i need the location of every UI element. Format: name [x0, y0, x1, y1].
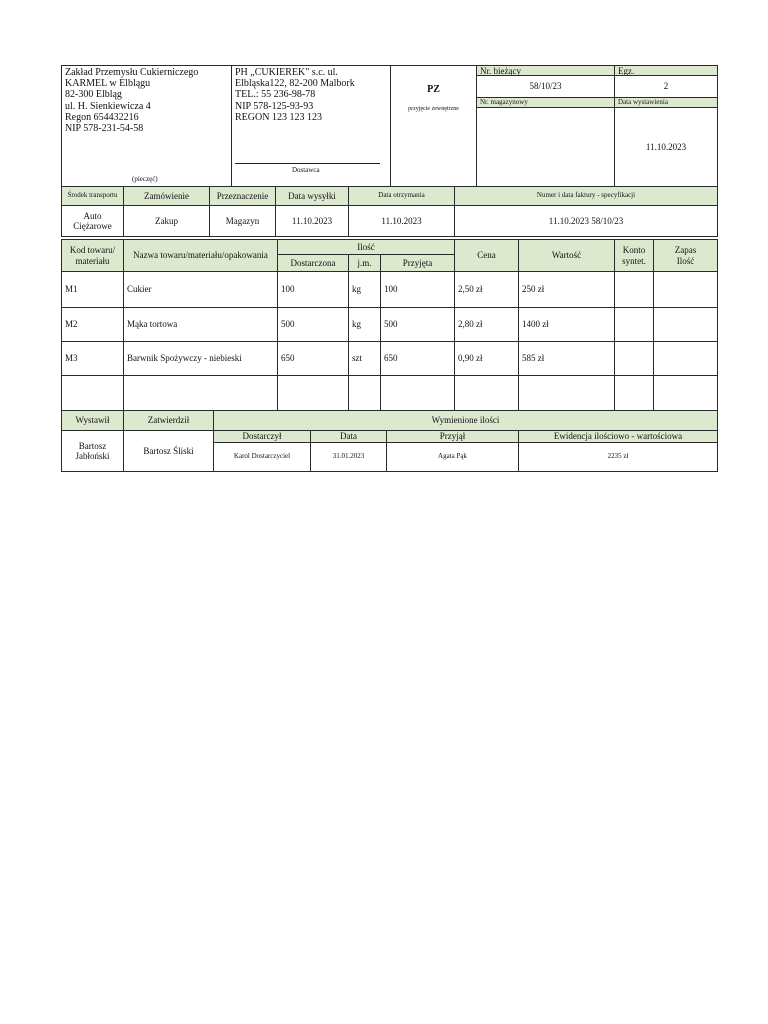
- item-code: M3: [61, 341, 124, 376]
- mentioned-label: Wymienione ilości: [213, 410, 718, 431]
- received-by-label: Przyjął: [386, 430, 519, 443]
- item-code: M2: [61, 307, 124, 342]
- supplier-line: REGON 123 123 123: [235, 111, 322, 123]
- item-delivered: 650: [277, 341, 349, 376]
- records-value: 2235 zł: [518, 442, 718, 472]
- warehouse-no-value: [476, 107, 615, 187]
- item-value: [518, 375, 615, 411]
- item-code: [61, 375, 124, 411]
- supplier-label: Dostawca: [292, 166, 320, 174]
- company-line: 82-300 Elbląg: [65, 89, 122, 101]
- issued-by-label: Wystawił: [61, 410, 124, 431]
- invoice-header: Numer i data faktury - specyfikacji: [454, 186, 718, 206]
- current-no-label: Nr. bieżący: [476, 65, 615, 76]
- item-price: 2,50 zł: [454, 271, 519, 308]
- item-account: [614, 271, 654, 308]
- unit-header: j.m.: [348, 254, 381, 272]
- price-header: Cena: [454, 239, 519, 272]
- name-header: Nazwa towaru/materiału/opakowania: [123, 239, 278, 272]
- date-value: 31.01.2023: [310, 442, 387, 472]
- copy-value: 2: [614, 75, 718, 98]
- item-stock: [653, 307, 718, 342]
- item-price: 2,80 zł: [454, 307, 519, 342]
- current-no-value: 58/10/23: [476, 75, 615, 98]
- invoice-value: 11.10.2023 58/10/23: [454, 205, 718, 237]
- issue-date-value: 11.10.2023: [614, 107, 718, 187]
- item-delivered: 500: [277, 307, 349, 342]
- item-value: 585 zł: [518, 341, 615, 376]
- item-unit: [348, 375, 381, 411]
- records-label: Ewidencja ilościowo - wartościowa: [518, 430, 718, 443]
- destination-value: Magazyn: [209, 205, 276, 237]
- approved-by-value: Bartosz Śliski: [123, 430, 214, 472]
- transport-value: Auto Ciężarowe: [61, 205, 124, 237]
- date-label: Data: [310, 430, 387, 443]
- item-account: [614, 307, 654, 342]
- company-line: KARMEL w Elblągu: [65, 78, 151, 90]
- item-name: [123, 375, 278, 411]
- order-value: Zakup: [123, 205, 210, 237]
- accepted-header: Przyjęta: [380, 254, 455, 272]
- supplier-box: [231, 65, 391, 187]
- copy-label: Egz.: [614, 65, 718, 76]
- warehouse-no-label: Nr. magazynowy: [476, 97, 615, 108]
- item-delivered: [277, 375, 349, 411]
- item-name: Barwnik Spożywczy - niebieski: [123, 341, 278, 376]
- doc-type-desc: przyjęcie zewnętrzne: [408, 106, 459, 112]
- delivered-by-value: Karol Dostarczyciel: [213, 442, 311, 472]
- item-price: [454, 375, 519, 411]
- issued-by-value: Bartosz Jabłoński: [61, 430, 124, 472]
- approved-by-label: Zatwierdził: [123, 410, 214, 431]
- item-name: Cukier: [123, 271, 278, 308]
- item-delivered: 100: [277, 271, 349, 308]
- item-unit: szt: [348, 341, 381, 376]
- item-account: [614, 375, 654, 411]
- quantity-header: Ilość: [277, 239, 455, 255]
- order-header: Zamówienie: [123, 186, 210, 206]
- transport-header: Środek transportu: [61, 186, 124, 206]
- ship-date-value: 11.10.2023: [275, 205, 349, 237]
- company-line: Regon 654432216: [65, 111, 139, 123]
- item-value: 1400 zł: [518, 307, 615, 342]
- supplier-line: PH „CUKIEREK" s.c. ul.: [235, 67, 338, 78]
- destination-header: Przeznaczenie: [209, 186, 276, 206]
- item-accepted: 100: [380, 271, 455, 308]
- stock-header: Zapas Ilość: [653, 239, 718, 272]
- supplier-line: Elbląska122, 82-200 Malbork: [235, 78, 355, 90]
- item-stock: [653, 341, 718, 376]
- item-accepted: 500: [380, 307, 455, 342]
- item-unit: kg: [348, 307, 381, 342]
- supplier-line: NIP 578-125-93-93: [235, 100, 314, 112]
- item-code: M1: [61, 271, 124, 308]
- doc-type: PZ: [427, 84, 440, 95]
- issue-date-label: Data wystawienia: [614, 97, 718, 108]
- receive-date-value: 11.10.2023: [348, 205, 455, 237]
- item-name: Mąka tortowa: [123, 307, 278, 342]
- item-stock: [653, 375, 718, 411]
- ship-date-header: Data wysyłki: [275, 186, 349, 206]
- item-unit: kg: [348, 271, 381, 308]
- stamp-label: (pieczęć): [132, 175, 158, 183]
- company-line: Zakład Przemysłu Cukierniczego: [65, 67, 199, 78]
- item-account: [614, 341, 654, 376]
- company-line: NIP 578-231-54-58: [65, 122, 144, 134]
- item-stock: [653, 271, 718, 308]
- item-price: 0,90 zł: [454, 341, 519, 376]
- delivered-by-label: Dostarczył: [213, 430, 311, 443]
- supplier-line: TEL.: 55 236-98-78: [235, 89, 316, 101]
- code-header: Kod towaru/ materiału: [61, 239, 124, 272]
- company-box: [61, 65, 232, 187]
- supplier-signature-line: [235, 163, 380, 164]
- delivered-header: Dostarczona: [277, 254, 349, 272]
- item-value: 250 zł: [518, 271, 615, 308]
- received-by-value: Agata Pąk: [386, 442, 519, 472]
- item-accepted: [380, 375, 455, 411]
- doc-type-box: [390, 65, 477, 187]
- company-line: ul. H. Sienkiewicza 4: [65, 100, 151, 112]
- item-accepted: 650: [380, 341, 455, 376]
- receive-date-header: Data otrzymania: [348, 186, 455, 206]
- account-header: Konto syntet.: [614, 239, 654, 272]
- value-header: Wartość: [518, 239, 615, 272]
